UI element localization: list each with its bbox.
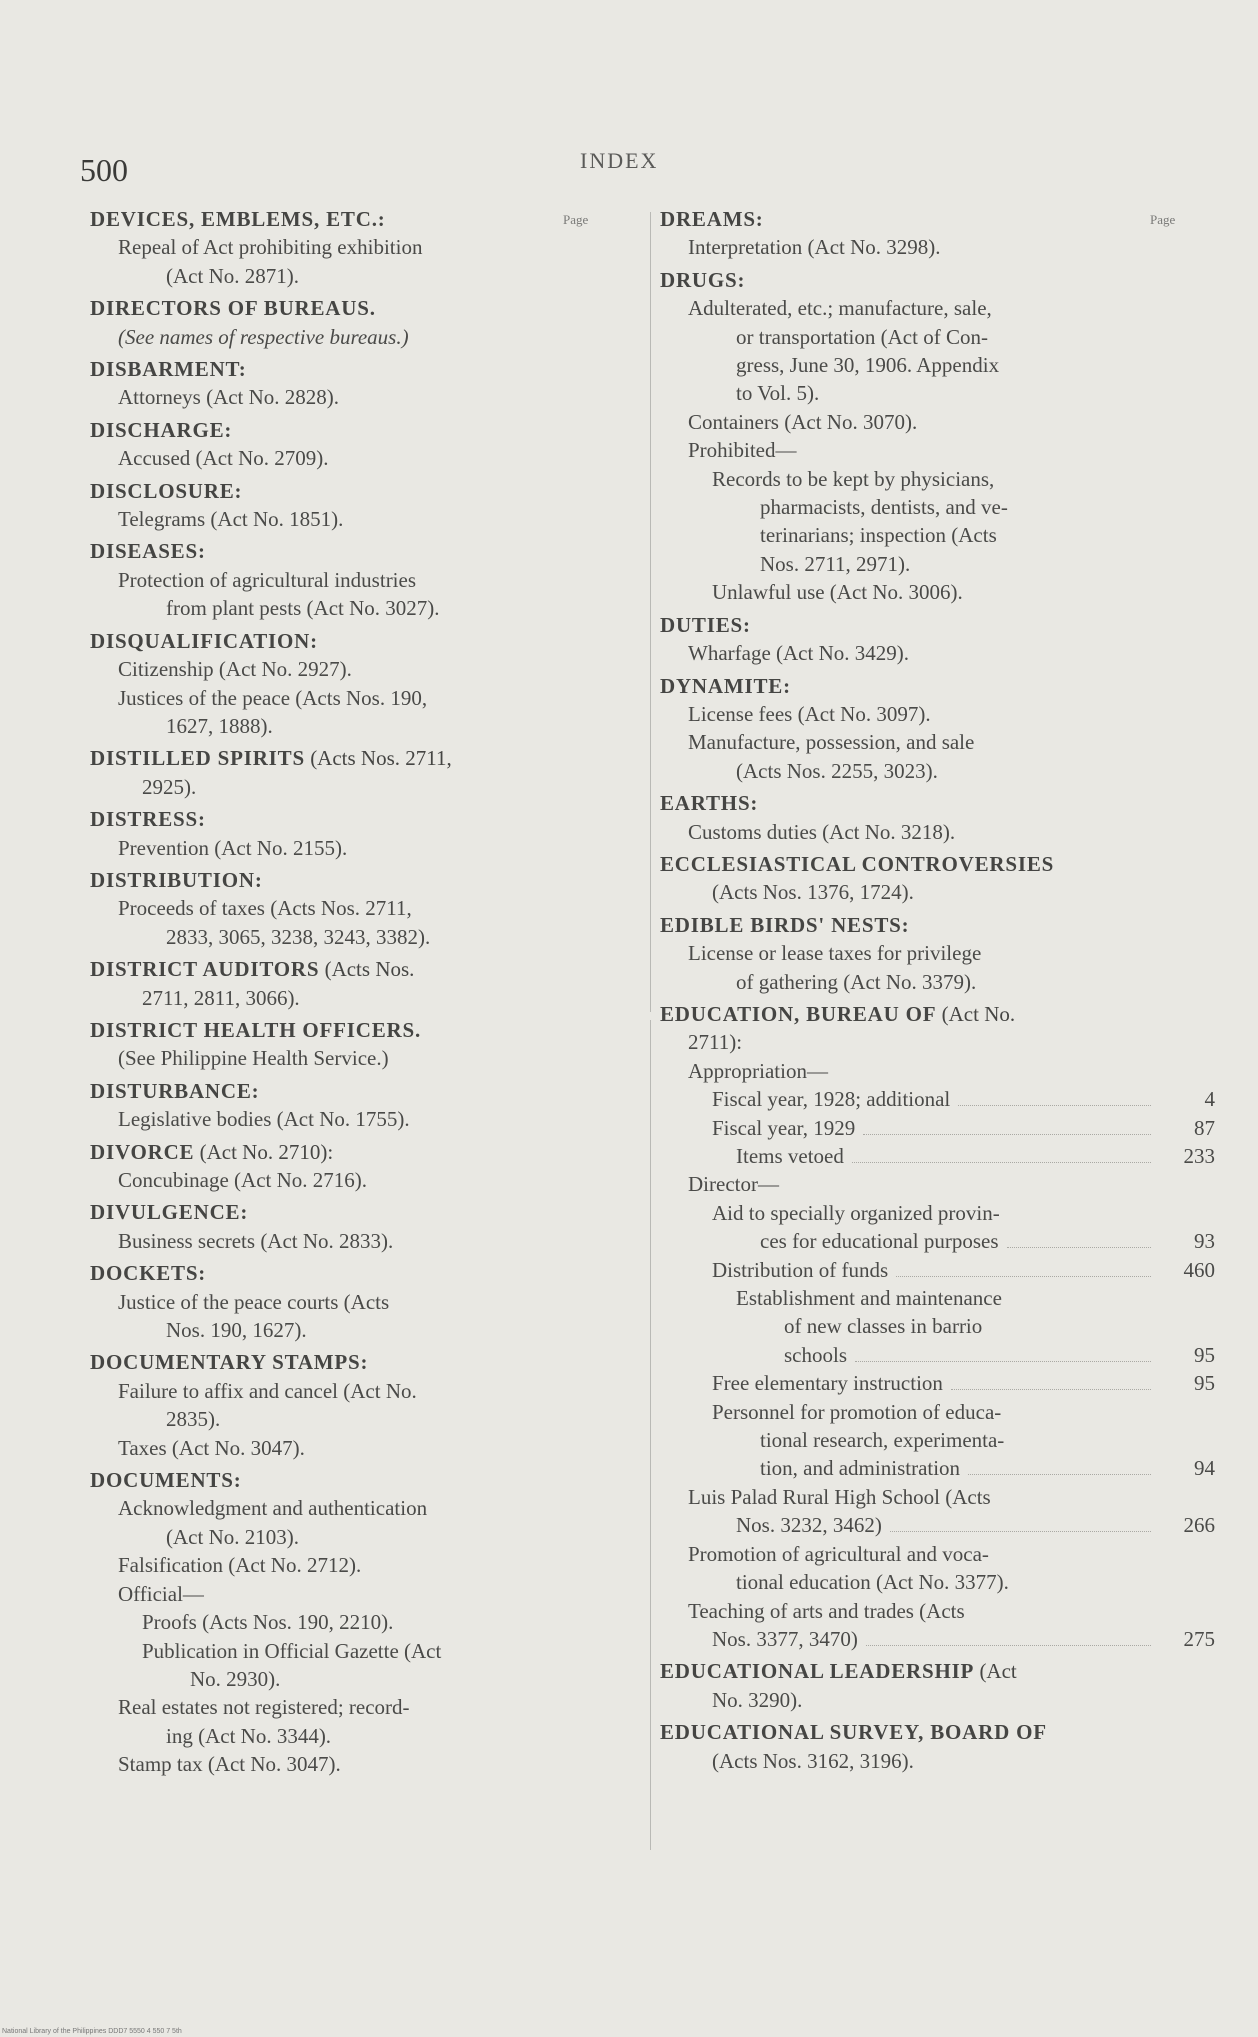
subentry: Manufacture, possession, and sale (688, 730, 975, 755)
index-entry-disclosure (90, 477, 610, 534)
index-entry-diseases (90, 537, 610, 622)
entry-heading: DISCHARGE: (90, 417, 233, 442)
subentry-continued: 2833, 3065, 3238, 3243, 3382). (166, 924, 431, 949)
subentry: Official— (118, 1581, 204, 1606)
index-entry-disturbance (90, 1077, 610, 1134)
index-line-fiscal-1929 (660, 1114, 1215, 1142)
entry-heading: DREAMS: (660, 207, 764, 231)
index-entry-distress (90, 805, 610, 862)
dot-leader (852, 1162, 1151, 1163)
subentry-continued: (Acts Nos. 3162, 3196). (712, 1748, 914, 1773)
subentry: Prevention (Act No. 2155). (118, 835, 348, 860)
index-line-teaching (660, 1625, 1215, 1653)
subentry-continued: or transportation (Act of Con- (736, 324, 988, 349)
subentry-continued: Nos. 190, 1627). (166, 1318, 307, 1343)
index-entry-ecclesiastical (660, 850, 1215, 907)
subentry: Appropriation— (688, 1058, 828, 1083)
index-line-fiscal-1928 (660, 1085, 1215, 1113)
subentry: Telegrams (Act No. 1851). (118, 507, 344, 532)
heading-text: DISTRICT AUDITORS (90, 957, 320, 982)
entry-heading: DISTRESS: (90, 807, 206, 832)
subentry-continued: (Act No. 2871). (166, 263, 299, 288)
index-entry-directors (90, 294, 610, 351)
right-column (660, 205, 1215, 1779)
subentry: License or lease taxes for privilege (688, 941, 982, 966)
subentry: Customs duties (Act No. 3218). (688, 819, 956, 844)
heading-text: EDUCATIONAL LEADERSHIP (660, 1659, 975, 1684)
entry-heading: EARTHS: (660, 791, 759, 816)
subentry-continued: to Vol. 5). (736, 381, 820, 406)
subentry: Luis Palad Rural High School (Acts (688, 1484, 991, 1509)
index-entry-distilled-spirits (90, 744, 610, 801)
index-entry-earths (660, 789, 1215, 846)
subentry-continued: terinarians; inspection (Acts (760, 523, 997, 548)
line-text: tion, and administration (760, 1456, 961, 1481)
index-entry-distribution (90, 866, 610, 951)
heading-text: DISTILLED SPIRITS (90, 746, 305, 771)
subentry-continued: 2711, 2811, 3066). (142, 985, 300, 1010)
index-entry-education-bureau (660, 1000, 1215, 1653)
subentry-continued: 1627, 1888). (166, 713, 273, 738)
page-ref: 95 (1194, 1371, 1215, 1396)
index-entry-drugs (660, 266, 1215, 607)
index-entry-educational-leadership (660, 1657, 1215, 1714)
subentry-continued: 2925). (142, 774, 197, 799)
subentry-continued: 2711): (688, 1030, 743, 1055)
page-ref: 4 (1204, 1087, 1215, 1112)
subentry: Taxes (Act No. 3047). (118, 1435, 305, 1460)
subentry: Director— (688, 1172, 779, 1197)
entry-heading: DISTRIBUTION: (90, 867, 263, 892)
subentry: Failure to affix and cancel (Act No. (118, 1378, 417, 1403)
subentry: Adulterated, etc.; manufacture, sale, (688, 296, 992, 321)
line-text: ces for educational purposes (760, 1229, 999, 1254)
entry-heading: DIVULGENCE: (90, 1200, 249, 1225)
dot-leader (866, 1645, 1151, 1646)
subentry-continued: No. 2930). (190, 1666, 281, 1691)
dot-leader (968, 1474, 1151, 1475)
subentry: Legislative bodies (Act No. 1755). (118, 1107, 410, 1132)
entry-heading (660, 1000, 1215, 1028)
subentry: Protection of agricultural industries (118, 567, 417, 592)
entry-heading: DYNAMITE: (660, 673, 791, 698)
index-line-personnel (660, 1454, 1215, 1482)
index-entry-devices (90, 205, 610, 290)
index-entry-duties (660, 611, 1215, 668)
column-divider-bottom (650, 1020, 651, 1850)
entry-heading (90, 955, 610, 983)
sub-subentry: Publication in Official Gazette (Act (142, 1638, 442, 1663)
subentry: Proceeds of taxes (Acts Nos. 2711, (118, 896, 412, 921)
entry-heading: DOCUMENTARY STAMPS: (90, 1350, 369, 1375)
page-ref: 87 (1194, 1115, 1215, 1140)
entry-heading (90, 1138, 610, 1166)
subentry: Falsification (Act No. 2712). (118, 1553, 362, 1578)
subentry: Attorneys (Act No. 2828). (118, 385, 340, 410)
index-entry-district-auditors (90, 955, 610, 1012)
cross-reference: (See Philippine Health Service.) (118, 1046, 389, 1071)
page-column-label-left: Page (563, 212, 589, 227)
subentry-continued: of gathering (Act No. 3379). (736, 969, 977, 994)
index-entry-educational-survey (660, 1718, 1215, 1775)
page-ref: 460 (1183, 1257, 1215, 1282)
entry-heading: DISTRICT HEALTH OFFICERS. (90, 1017, 422, 1042)
heading-reference: (Act (974, 1659, 1017, 1684)
subentry: Accused (Act No. 2709). (118, 446, 329, 471)
entry-heading: DOCKETS: (90, 1261, 207, 1286)
line-text: Items vetoed (736, 1144, 844, 1168)
subentry: Interpretation (Act No. 3298). (688, 235, 941, 260)
heading-text: DIVORCE (90, 1139, 195, 1164)
entry-heading: DISEASES: (90, 539, 206, 564)
dot-leader (890, 1531, 1151, 1532)
subentry: License fees (Act No. 3097). (688, 701, 931, 726)
dot-leader (958, 1105, 1151, 1106)
line-text: Fiscal year, 1928; additional (712, 1087, 951, 1112)
line-text: Free elementary instruction (712, 1371, 943, 1396)
line-text: Fiscal year, 1929 (712, 1115, 856, 1140)
entry-heading: ECCLESIASTICAL CONTROVERSIES (660, 851, 1055, 876)
index-entry-disbarment (90, 355, 610, 412)
index-entry-divulgence (90, 1198, 610, 1255)
subentry-continued: 2835). (166, 1407, 221, 1432)
subentry-continued: gress, June 30, 1906. Appendix (736, 353, 1000, 378)
heading-reference: (Act No. 2710): (194, 1139, 334, 1164)
entry-heading: DUTIES: (660, 612, 751, 637)
subentry-continued: of new classes in barrio (784, 1314, 983, 1339)
running-head: INDEX (580, 148, 659, 173)
subentry-continued: No. 3290). (712, 1687, 803, 1712)
page-ref: 94 (1194, 1456, 1215, 1481)
index-line-distribution-of-funds (660, 1256, 1215, 1284)
page-ref: 233 (1183, 1144, 1215, 1168)
sub-subentry: Aid to specially organized provin- (712, 1200, 1000, 1225)
sub-subentry: Unlawful use (Act No. 3006). (712, 580, 963, 605)
line-text: Distribution of funds (712, 1257, 889, 1282)
subentry: Business secrets (Act No. 2833). (118, 1228, 394, 1253)
subentry-continued: tional education (Act No. 3377). (736, 1570, 1009, 1595)
subentry-continued: Nos. 2711, 2971). (760, 551, 911, 576)
line-text: schools (784, 1342, 847, 1367)
subentry-continued: (Acts Nos. 2255, 3023). (736, 758, 938, 783)
entry-heading: DEVICES, EMBLEMS, ETC.: (90, 207, 386, 231)
left-column (90, 205, 610, 1783)
subentry: Justices of the peace (Acts Nos. 190, (118, 685, 428, 710)
entry-heading: DISBARMENT: (90, 357, 247, 382)
subentry: Real estates not registered; record- (118, 1695, 410, 1720)
index-entry-dockets (90, 1259, 610, 1344)
subentry: Citizenship (Act No. 2927). (118, 657, 352, 682)
heading-reference: (Acts Nos. 2711, (304, 746, 452, 771)
index-entry-discharge (90, 416, 610, 473)
heading-reference: (Acts Nos. (319, 957, 415, 982)
index-line-establishment (660, 1341, 1215, 1369)
page-column-label-right: Page (1150, 212, 1176, 227)
cross-reference: (See names of respective bureaus.) (118, 324, 409, 349)
scan-footer: National Library of the Philippines DDD7 5550 4 550 7 5th (2, 2028, 182, 2035)
line-text: Nos. 3232, 3462) (736, 1513, 882, 1538)
dot-leader (863, 1134, 1151, 1135)
subentry: Justice of the peace courts (Acts (118, 1289, 390, 1314)
subentry: Concubinage (Act No. 2716). (118, 1168, 368, 1192)
index-entry-edible-birds-nests (660, 911, 1215, 996)
page-ref: 266 (1183, 1513, 1215, 1538)
sub-subentry: Records to be kept by physicians, (712, 466, 995, 491)
index-entry-disqualification (90, 627, 610, 741)
sub-sub-subentry: Establishment and maintenance (736, 1286, 1002, 1311)
dot-leader (896, 1276, 1151, 1277)
index-line-items-vetoed (660, 1142, 1215, 1170)
index-entry-district-health-officers (90, 1016, 610, 1073)
index-entry-dynamite (660, 672, 1215, 786)
subentry: Prohibited— (688, 438, 797, 463)
subentry: Teaching of arts and trades (Acts (688, 1598, 965, 1623)
subentry-continued: (Acts Nos. 1376, 1724). (712, 880, 914, 905)
entry-heading: DISQUALIFICATION: (90, 628, 318, 653)
column-divider-top (650, 212, 651, 1012)
entry-heading (660, 1657, 1215, 1685)
sub-subentry: Personnel for promotion of educa- (712, 1399, 1002, 1424)
sub-subentry: Proofs (Acts Nos. 190, 2210). (142, 1610, 394, 1635)
index-line-luis-palad (660, 1511, 1215, 1539)
line-text: Nos. 3377, 3470) (712, 1626, 858, 1651)
index-entry-divorce (90, 1138, 610, 1195)
heading-reference: (Act No. (936, 1001, 1016, 1026)
entry-heading: DISTURBANCE: (90, 1078, 260, 1103)
subentry-continued: from plant pests (Act No. 3027). (166, 596, 440, 621)
subentry: Stamp tax (Act No. 3047). (118, 1752, 341, 1777)
entry-heading: EDUCATIONAL SURVEY, BOARD OF (660, 1720, 1047, 1745)
entry-heading: DOCUMENTS: (90, 1468, 242, 1493)
subentry-continued: tional research, experimenta- (760, 1428, 1005, 1453)
index-line-free-elementary (660, 1369, 1215, 1397)
page-number: 500 (80, 152, 128, 188)
subentry-continued: (Act No. 2103). (166, 1524, 299, 1549)
subentry: Acknowledgment and authentication (118, 1496, 428, 1521)
index-entry-documentary-stamps (90, 1348, 610, 1462)
subentry: Containers (Act No. 3070). (688, 409, 918, 434)
index-entry-dreams (660, 205, 1215, 262)
entry-heading: DIRECTORS OF BUREAUS. (90, 296, 376, 321)
index-line-aid (660, 1227, 1215, 1255)
subentry-continued: pharmacists, dentists, and ve- (760, 495, 1008, 520)
dot-leader (951, 1389, 1151, 1390)
heading-text: EDUCATION, BUREAU OF (660, 1001, 937, 1026)
entry-heading: EDIBLE BIRDS' NESTS: (660, 912, 910, 937)
page-ref: 93 (1194, 1229, 1215, 1254)
page-ref: 275 (1183, 1626, 1215, 1651)
subentry: Repeal of Act prohibiting exhibition (118, 235, 423, 260)
page-ref: 95 (1194, 1342, 1215, 1367)
entry-heading (90, 744, 610, 772)
subentry: Wharfage (Act No. 3429). (688, 641, 909, 666)
subentry-continued: ing (Act No. 3344). (166, 1723, 332, 1748)
entry-heading: DRUGS: (660, 267, 746, 292)
dot-leader (855, 1361, 1151, 1362)
subentry: Promotion of agricultural and voca- (688, 1541, 989, 1566)
entry-heading: DISCLOSURE: (90, 478, 243, 503)
dot-leader (1007, 1247, 1152, 1248)
index-entry-documents (90, 1466, 610, 1778)
